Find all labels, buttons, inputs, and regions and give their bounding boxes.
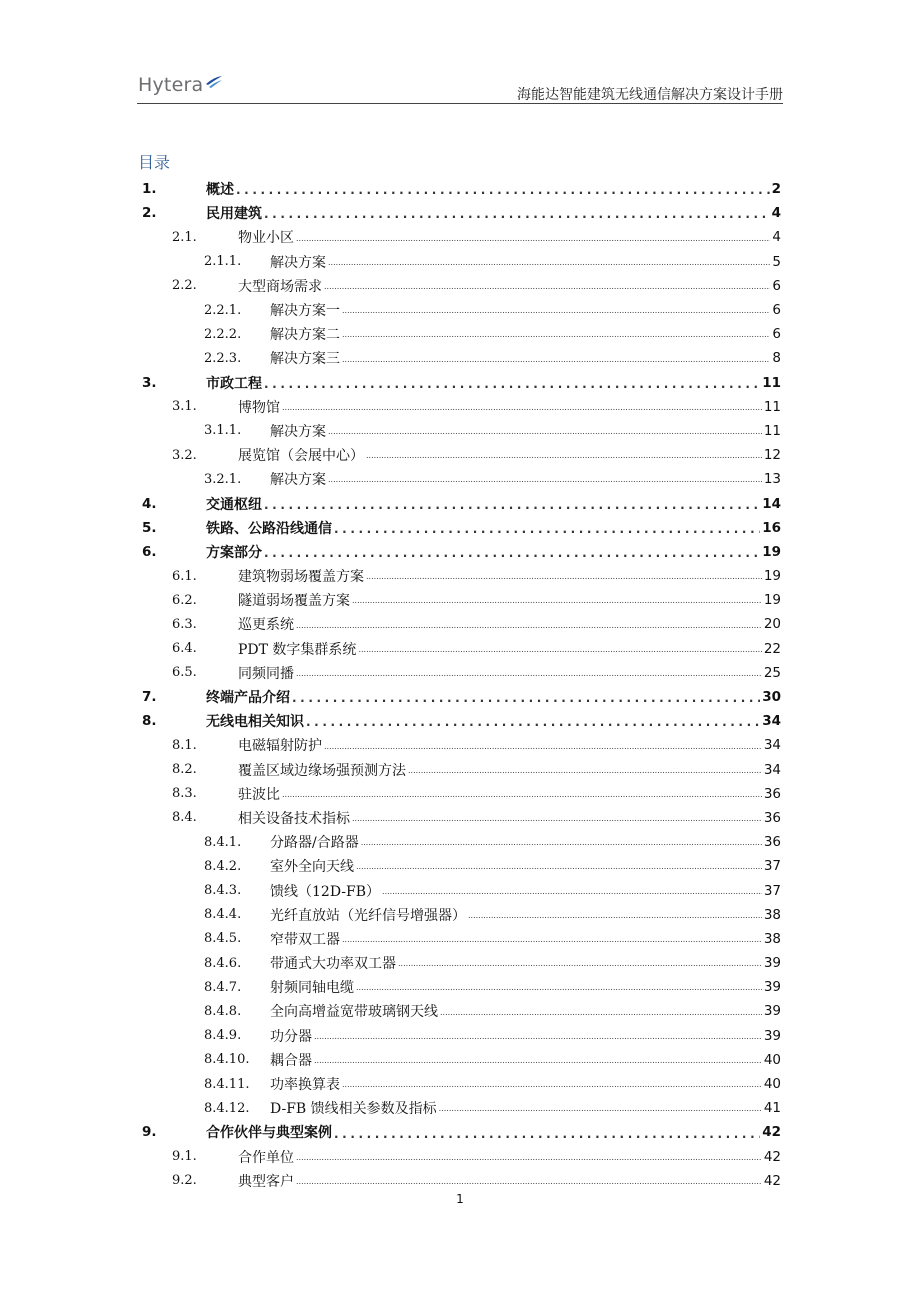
toc-entry-number: 6.3. <box>172 616 197 632</box>
toc-entry-title: 典型客户 <box>238 1173 294 1190</box>
toc-entry-page: 19 <box>762 543 781 560</box>
toc-entry[interactable] <box>138 467 781 491</box>
toc-entry-page: 12 <box>763 447 781 464</box>
toc-entry-title: 驻波比 <box>238 786 280 803</box>
toc-entry-page: 4 <box>771 205 781 222</box>
toc-dot-leader <box>296 669 762 679</box>
toc-entry[interactable] <box>138 1120 781 1144</box>
toc-entry-number: 3.2.1. <box>204 471 242 487</box>
toc-entry-page: 34 <box>762 713 781 730</box>
toc-entry-title: 室外全向天线 <box>270 859 354 876</box>
toc-entry-title: 民用建筑 <box>206 206 262 223</box>
toc-dot-leader <box>264 209 770 219</box>
toc-dot-leader <box>282 790 762 800</box>
toc-entry[interactable] <box>138 854 781 878</box>
toc-entry-title: 方案部分 <box>206 544 262 561</box>
toc-entry-title: PDT 数字集群系统 <box>238 641 357 658</box>
toc-entry-number: 8.4.11. <box>204 1076 250 1092</box>
toc-entry-page: 6 <box>772 277 781 294</box>
toc-dot-leader <box>314 1056 762 1066</box>
toc-entry-title: 耦合器 <box>270 1052 312 1069</box>
toc-entry-page: 30 <box>762 689 781 706</box>
toc-entry-page: 11 <box>763 398 781 415</box>
toc-entry-number: 2.2.2. <box>204 326 242 342</box>
toc-entry-number: 4. <box>142 495 157 512</box>
toc-entry-title: 功分器 <box>270 1028 312 1045</box>
toc-entry[interactable] <box>138 975 781 999</box>
toc-dot-leader <box>328 427 762 437</box>
toc-dot-leader <box>292 693 760 703</box>
toc-heading: 目录 <box>138 153 171 172</box>
toc-entry-page: 36 <box>763 834 781 851</box>
toc-entry-number: 8.4.7. <box>204 979 242 995</box>
toc-entry-number: 2.1.1. <box>204 254 242 270</box>
toc-entry[interactable] <box>138 395 781 419</box>
toc-entry-title: 市政工程 <box>206 375 262 392</box>
toc-dot-leader <box>264 500 760 510</box>
toc-dot-leader <box>366 572 762 582</box>
toc-entry-page: 39 <box>763 1027 781 1044</box>
toc-entry-number: 2.2. <box>172 278 197 294</box>
toc-dot-leader <box>342 935 762 945</box>
toc-entry-number: 9.1. <box>172 1149 197 1165</box>
toc-entry[interactable] <box>138 443 781 467</box>
toc-entry[interactable] <box>138 903 781 927</box>
toc-entry-title: 铁路、公路沿线通信 <box>206 520 332 537</box>
toc-entry-page: 6 <box>772 302 781 319</box>
toc-entry-number: 3.2. <box>172 447 197 463</box>
toc-entry-number: 8.2. <box>172 762 197 778</box>
toc-dot-leader <box>264 379 760 389</box>
toc-dot-leader <box>440 1008 762 1018</box>
toc-entry-title: 巡更系统 <box>238 617 294 634</box>
toc-entry-title: 物业小区 <box>238 230 294 247</box>
toc-entry-page: 22 <box>763 640 781 657</box>
toc-entry-page: 19 <box>763 592 781 609</box>
toc-entry-number: 8.4.9. <box>204 1028 242 1044</box>
toc-entry-page: 19 <box>763 568 781 585</box>
toc-dot-leader <box>324 742 762 752</box>
toc-dot-leader <box>324 282 770 292</box>
toc-entry-title: 解决方案一 <box>270 303 340 320</box>
toc-entry-page: 36 <box>763 809 781 826</box>
toc-entry-page: 34 <box>763 761 781 778</box>
toc-entry-number: 6.5. <box>172 665 197 681</box>
toc-entry-title: 相关设备技术指标 <box>238 810 350 827</box>
toc-entry-page: 16 <box>762 519 781 536</box>
toc-entry[interactable] <box>138 1072 781 1096</box>
toc-entry[interactable] <box>138 685 781 709</box>
logo-text: Hytera <box>138 74 204 96</box>
toc-entry-title: 馈线（12D-FB） <box>270 883 381 900</box>
toc-entry-title: 分路器/合路器 <box>270 835 359 852</box>
toc-entry-number: 8.1. <box>172 737 197 753</box>
toc-dot-leader <box>342 306 770 316</box>
toc-entry-number: 8.4.3. <box>204 883 242 899</box>
toc-entry-number: 6.4. <box>172 641 197 657</box>
toc-entry-title: 合作单位 <box>238 1149 294 1166</box>
toc-dot-leader <box>352 596 762 606</box>
toc-entry[interactable] <box>138 733 781 757</box>
toc-entry[interactable] <box>138 782 781 806</box>
table-of-contents <box>138 177 781 1193</box>
toc-entry-page: 5 <box>772 253 781 270</box>
toc-dot-leader <box>334 524 760 534</box>
toc-entry-title: 隧道弱场覆盖方案 <box>238 593 350 610</box>
toc-dot-leader <box>342 355 770 365</box>
toc-entry-number: 1. <box>142 181 157 198</box>
toc-dot-leader <box>296 1177 762 1187</box>
toc-entry-page: 6 <box>772 326 781 343</box>
toc-entry[interactable] <box>138 1048 781 1072</box>
toc-entry-number: 3.1. <box>172 399 197 415</box>
toc-dot-leader <box>236 185 770 195</box>
toc-dot-leader <box>264 548 760 558</box>
toc-dot-leader <box>334 1129 760 1139</box>
toc-entry-title: 无线电相关知识 <box>206 714 304 731</box>
toc-dot-leader <box>342 1080 762 1090</box>
toc-entry-page: 37 <box>763 858 781 875</box>
toc-entry-title: 概述 <box>206 182 234 199</box>
toc-entry-page: 11 <box>763 422 781 439</box>
toc-entry-title: 窄带双工器 <box>270 931 340 948</box>
page-number: 1 <box>456 1192 464 1206</box>
toc-entry-number: 8.4.4. <box>204 907 242 923</box>
toc-entry[interactable] <box>138 298 781 322</box>
toc-entry-number: 8.4.10. <box>204 1052 250 1068</box>
toc-entry[interactable] <box>138 225 781 249</box>
toc-dot-leader <box>361 838 762 848</box>
toc-entry[interactable] <box>138 709 781 733</box>
toc-entry-title: 射频同轴电缆 <box>270 980 354 997</box>
toc-entry-number: 8.4.1. <box>204 834 242 850</box>
toc-entry[interactable] <box>138 1024 781 1048</box>
toc-entry-number: 2.1. <box>172 229 197 245</box>
toc-entry-title: 终端产品介绍 <box>206 690 290 707</box>
toc-dot-leader <box>358 645 761 655</box>
toc-dot-leader <box>306 717 760 727</box>
toc-entry-page: 40 <box>763 1076 781 1093</box>
document-title: 海能达智能建筑无线通信解决方案设计手册 <box>517 87 783 103</box>
toc-dot-leader <box>408 766 762 776</box>
hytera-logo <box>138 70 223 100</box>
toc-entry[interactable] <box>138 201 781 225</box>
toc-entry[interactable] <box>138 612 781 636</box>
toc-entry-number: 8.4. <box>172 810 197 826</box>
toc-entry-title: 解决方案 <box>270 423 326 440</box>
toc-entry-number: 6.2. <box>172 592 197 608</box>
toc-dot-leader <box>282 403 762 413</box>
toc-entry-title: 全向高增益宽带玻璃钢天线 <box>270 1004 438 1021</box>
toc-entry[interactable] <box>138 999 781 1023</box>
toc-dot-leader <box>356 983 762 993</box>
toc-entry-number: 6.1. <box>172 568 197 584</box>
toc-dot-leader <box>314 1032 762 1042</box>
toc-entry-number: 8.4.12. <box>204 1100 250 1116</box>
toc-entry[interactable] <box>138 322 781 346</box>
toc-entry-title: 解决方案三 <box>270 351 340 368</box>
toc-entry[interactable] <box>138 927 781 951</box>
toc-entry-page: 37 <box>763 882 781 899</box>
toc-entry-page: 8 <box>772 350 781 367</box>
toc-entry[interactable] <box>138 1169 781 1193</box>
toc-dot-leader <box>296 1153 762 1163</box>
toc-dot-leader <box>356 862 762 872</box>
toc-entry[interactable] <box>138 419 781 443</box>
toc-entry-number: 2. <box>142 205 157 222</box>
toc-dot-leader <box>328 258 770 268</box>
toc-entry-number: 8.4.8. <box>204 1003 242 1019</box>
toc-entry-number: 7. <box>142 689 157 706</box>
toc-entry-title: 带通式大功率双工器 <box>270 956 396 973</box>
toc-entry[interactable] <box>138 1096 781 1120</box>
toc-entry-number: 8.4.2. <box>204 858 242 874</box>
toc-entry[interactable] <box>138 177 781 201</box>
toc-dot-leader <box>398 959 762 969</box>
toc-entry[interactable] <box>138 274 781 298</box>
toc-entry-page: 11 <box>762 374 781 391</box>
toc-entry-page: 39 <box>763 1003 781 1020</box>
toc-entry-page: 36 <box>763 785 781 802</box>
toc-entry-number: 9.2. <box>172 1173 197 1189</box>
toc-entry-page: 38 <box>763 930 781 947</box>
toc-entry-number: 8.4.6. <box>204 955 242 971</box>
toc-dot-leader <box>296 234 770 244</box>
toc-entry-number: 2.2.3. <box>204 350 242 366</box>
toc-entry-title: 电磁辐射防护 <box>238 738 322 755</box>
toc-entry-page: 14 <box>762 495 781 512</box>
toc-entry[interactable] <box>138 371 781 395</box>
toc-entry-number: 6. <box>142 543 157 560</box>
toc-entry-number: 8.3. <box>172 786 197 802</box>
toc-entry-title: 交通枢纽 <box>206 496 262 513</box>
toc-entry[interactable] <box>138 758 781 782</box>
toc-entry[interactable] <box>138 830 781 854</box>
toc-dot-leader <box>439 1104 762 1114</box>
toc-entry-number: 8. <box>142 713 157 730</box>
toc-entry-title: 功率换算表 <box>270 1077 340 1094</box>
logo-swoosh-icon <box>205 75 223 89</box>
toc-dot-leader <box>352 814 762 824</box>
toc-entry-number: 5. <box>142 519 157 536</box>
toc-entry-page: 4 <box>772 229 781 246</box>
toc-entry-page: 41 <box>763 1100 781 1117</box>
toc-entry-page: 38 <box>763 906 781 923</box>
toc-entry[interactable] <box>138 516 781 540</box>
toc-dot-leader <box>366 451 762 461</box>
toc-entry[interactable] <box>138 806 781 830</box>
toc-entry[interactable] <box>138 588 781 612</box>
toc-entry-title: 解决方案 <box>270 254 326 271</box>
toc-entry[interactable] <box>138 564 781 588</box>
toc-entry-title: 同频同播 <box>238 665 294 682</box>
toc-entry-title: 光纤直放站（光纤信号增强器） <box>270 907 466 924</box>
header-divider <box>137 103 783 104</box>
toc-entry[interactable] <box>138 661 781 685</box>
toc-entry-page: 25 <box>763 664 781 681</box>
toc-entry-page: 13 <box>763 471 781 488</box>
toc-entry-page: 42 <box>763 1148 781 1165</box>
toc-dot-leader <box>382 887 762 897</box>
toc-entry-title: 展览馆（会展中心） <box>238 448 364 465</box>
toc-entry-page: 39 <box>763 979 781 996</box>
toc-entry-page: 42 <box>762 1124 781 1141</box>
toc-entry-number: 2.2.1. <box>204 302 242 318</box>
toc-entry[interactable] <box>138 1145 781 1169</box>
toc-entry[interactable] <box>138 491 781 515</box>
toc-entry[interactable] <box>138 878 781 902</box>
toc-entry-number: 9. <box>142 1124 157 1141</box>
toc-entry-page: 2 <box>771 181 781 198</box>
toc-entry-title: 解决方案 <box>270 472 326 489</box>
toc-entry-title: 建筑物弱场覆盖方案 <box>238 569 364 586</box>
toc-entry[interactable] <box>138 637 781 661</box>
toc-dot-leader <box>342 330 770 340</box>
toc-entry-number: 3. <box>142 374 157 391</box>
toc-entry[interactable] <box>138 250 781 274</box>
toc-entry[interactable] <box>138 951 781 975</box>
toc-entry-number: 3.1.1. <box>204 423 242 439</box>
toc-dot-leader <box>296 621 762 631</box>
toc-entry-title: D-FB 馈线相关参数及指标 <box>270 1101 437 1118</box>
toc-entry-title: 博物馆 <box>238 399 280 416</box>
toc-entry[interactable] <box>138 540 781 564</box>
toc-dot-leader <box>468 911 762 921</box>
toc-entry-number: 8.4.5. <box>204 931 242 947</box>
toc-entry-title: 合作伙伴与典型案例 <box>206 1125 332 1142</box>
toc-entry-title: 解决方案二 <box>270 327 340 344</box>
toc-entry-title: 覆盖区域边缘场强预测方法 <box>238 762 406 779</box>
toc-entry-page: 34 <box>763 737 781 754</box>
toc-dot-leader <box>328 475 762 485</box>
toc-entry[interactable] <box>138 346 781 370</box>
toc-entry-page: 42 <box>763 1172 781 1189</box>
toc-entry-page: 39 <box>763 955 781 972</box>
toc-entry-title: 大型商场需求 <box>238 278 322 295</box>
toc-entry-page: 20 <box>763 616 781 633</box>
toc-entry-page: 40 <box>763 1051 781 1068</box>
